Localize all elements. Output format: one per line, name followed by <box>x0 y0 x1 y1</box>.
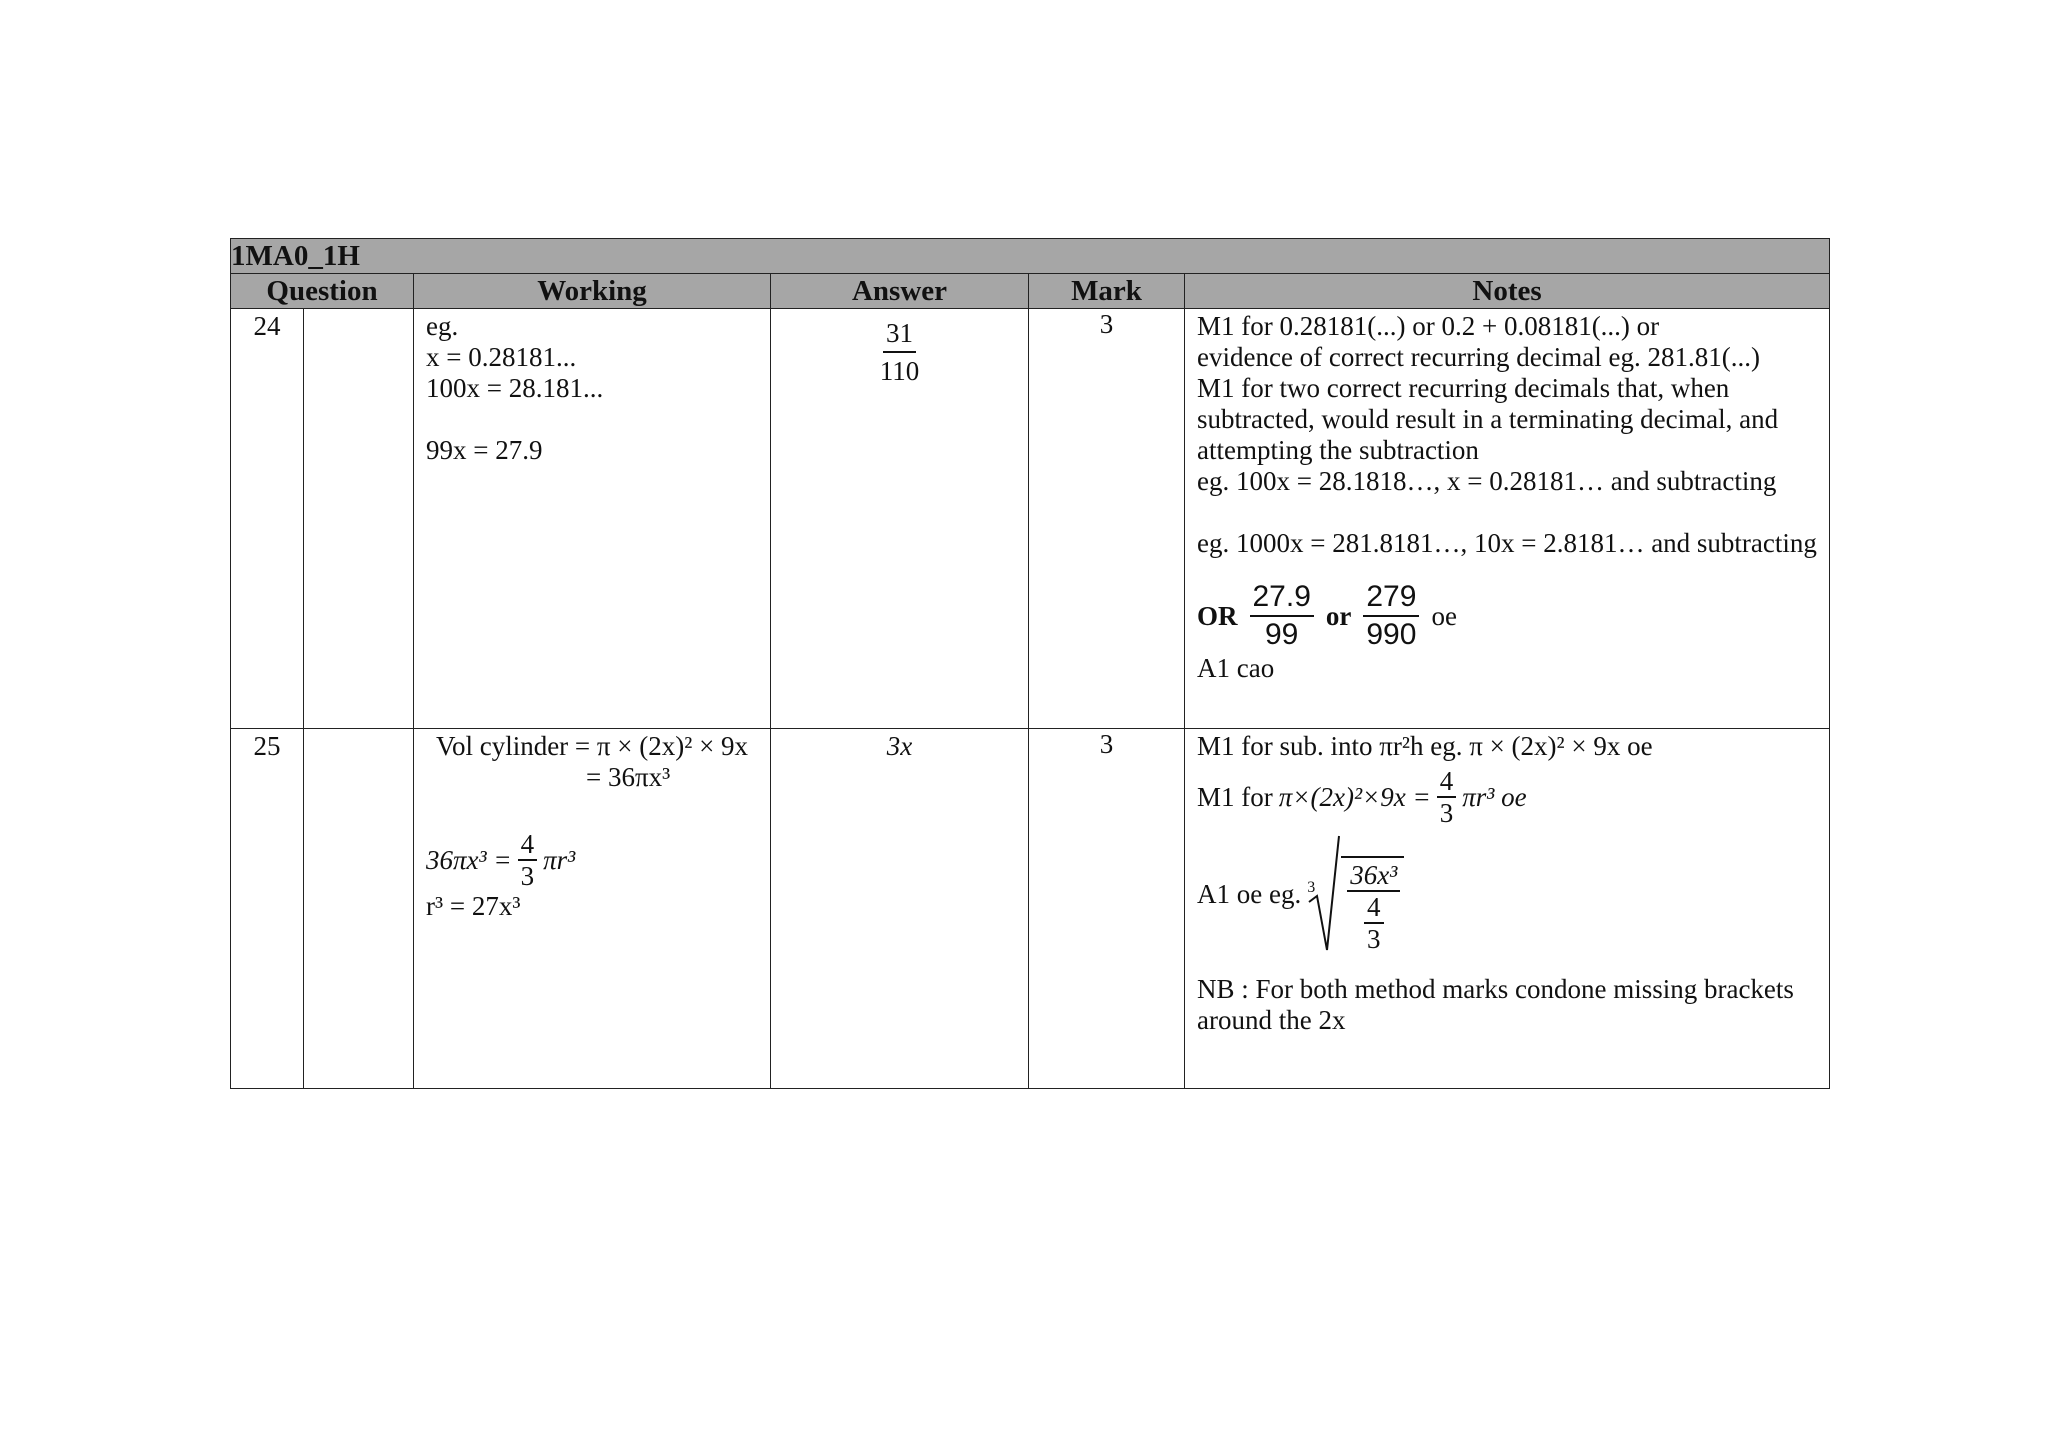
a1-label: A1 oe eg. <box>1197 878 1302 909</box>
notes-cell <box>1185 729 1830 1089</box>
working-line: = 36πx³ <box>586 762 671 792</box>
fraction-denominator: 110 <box>879 356 920 386</box>
equation-expression: π×(2x)²×9x = <box>1278 781 1431 812</box>
radical-sign <box>1307 834 1341 954</box>
fraction-numerator: 27.9 <box>1250 579 1314 617</box>
fraction-denominator: 3 <box>1367 924 1381 954</box>
working-equation <box>426 829 758 891</box>
working-line: 99x = 27.9 <box>426 435 543 465</box>
working-line: 100x = 28.181... <box>426 373 604 403</box>
fraction-numerator: 4 <box>518 829 538 861</box>
or-label: OR <box>1197 600 1238 631</box>
note-line: eg. 100x = 28.1818…, x = 0.28181… and subtracting <box>1197 466 1777 496</box>
question-number: 24 <box>231 309 304 729</box>
fraction-denominator: 3 <box>520 861 535 891</box>
answer-cell <box>771 309 1029 729</box>
note-line: M1 for two correct recurring decimals that, when <box>1197 373 1730 403</box>
cube-root <box>1307 834 1404 954</box>
mark-cell: 3 <box>1029 729 1185 1089</box>
fraction-denominator: 3 <box>1439 798 1454 828</box>
nested-fraction <box>1364 892 1384 954</box>
header-working: Working <box>414 274 771 309</box>
equation-tail: πr³ oe <box>1462 781 1527 812</box>
equation-right: πr³ <box>543 844 576 875</box>
fraction-denominator: 99 <box>1265 618 1299 651</box>
title-row <box>231 239 1830 274</box>
note-equation <box>1197 766 1817 828</box>
radicand <box>1341 856 1404 954</box>
header-mark: Mark <box>1029 274 1185 309</box>
fraction-numerator: 4 <box>1437 766 1457 798</box>
fraction-denominator <box>1361 892 1387 954</box>
mark-cell: 3 <box>1029 309 1185 729</box>
header-answer: Answer <box>771 274 1029 309</box>
table-row <box>231 309 1830 729</box>
m1-label: M1 for <box>1197 781 1273 812</box>
answer-value: 3x <box>886 731 913 761</box>
markscheme-sheet <box>230 238 1829 1084</box>
note-line: M1 for sub. into πr²h eg. π × (2x)² × 9x oe <box>1197 731 1653 761</box>
question-subpart <box>304 309 414 729</box>
fraction-numerator: 4 <box>1364 892 1384 924</box>
note-line: A1 cao <box>1197 653 1275 683</box>
note-fraction <box>1363 579 1419 653</box>
note-line: around the 2x <box>1197 1005 1346 1035</box>
equation-fraction <box>1437 766 1457 828</box>
fraction-denominator: 990 <box>1366 618 1417 651</box>
answer-fraction <box>877 315 923 389</box>
note-line: NB : For both method marks condone missing brackets <box>1197 974 1794 1004</box>
oe-label: oe <box>1431 600 1457 631</box>
working-line: eg. <box>426 311 459 341</box>
question-subpart <box>304 729 414 1089</box>
header-notes: Notes <box>1185 274 1830 309</box>
notes-cell <box>1185 309 1830 729</box>
note-line: eg. 1000x = 281.8181…, 10x = 2.8181… and subtracting <box>1197 528 1817 558</box>
header-question: Question <box>231 274 414 309</box>
note-line: subtracted, would result in a terminating decimal, and <box>1197 404 1779 434</box>
note-fraction <box>1250 579 1314 653</box>
header-row <box>231 274 1830 309</box>
working-cell <box>414 729 771 1089</box>
fraction-numerator: 36x³ <box>1347 860 1400 892</box>
paper-code: 1MA0_1H <box>231 239 1830 274</box>
note-root <box>1197 834 1817 954</box>
working-line: x = 0.28181... <box>426 342 577 372</box>
working-line: r³ = 27x³ <box>426 891 521 921</box>
question-number: 25 <box>231 729 304 1089</box>
note-line: attempting the subtraction <box>1197 435 1479 465</box>
table-row <box>231 729 1830 1089</box>
equation-fraction <box>518 829 538 891</box>
fraction-numerator: 279 <box>1363 579 1419 617</box>
fraction-numerator: 31 <box>883 315 916 353</box>
working-cell <box>414 309 771 729</box>
equation-left: 36πx³ = <box>426 844 512 875</box>
root-index: 3 <box>1307 879 1316 896</box>
or-word: or <box>1325 600 1352 631</box>
or-alternative <box>1197 579 1817 653</box>
answer-cell <box>771 729 1029 1089</box>
note-line: evidence of correct recurring decimal eg. 281.81(...) <box>1197 342 1760 372</box>
working-line: Vol cylinder = π × (2x)² × 9x <box>435 731 749 761</box>
note-line: M1 for 0.28181(...) or 0.2 + 0.08181(...) or <box>1197 311 1660 341</box>
markscheme-table <box>230 238 1830 1089</box>
radicand-fraction <box>1347 860 1400 954</box>
